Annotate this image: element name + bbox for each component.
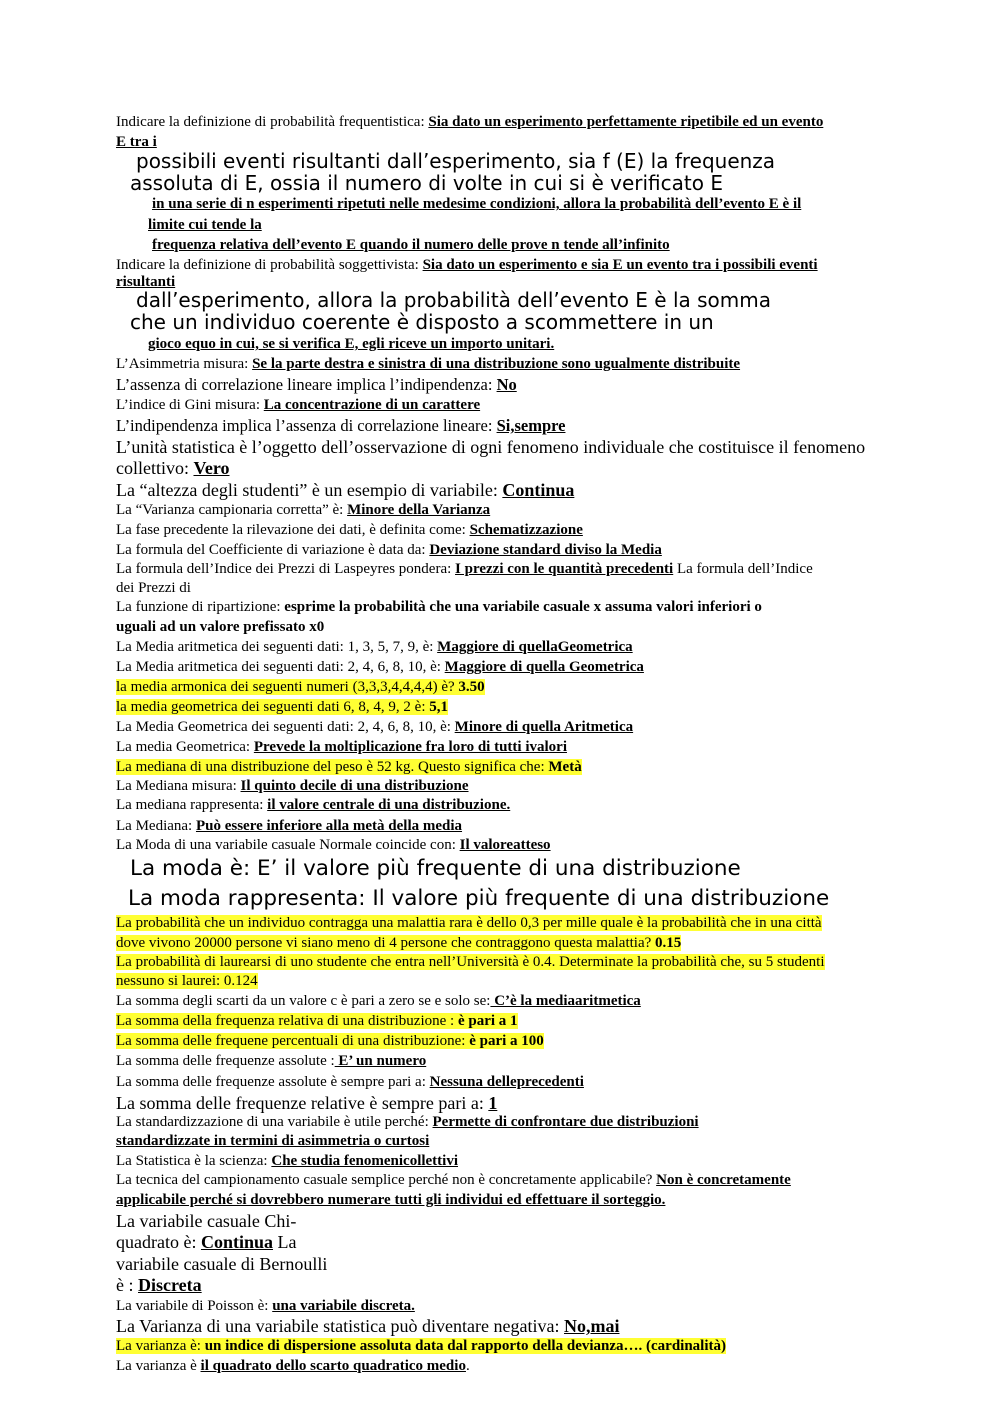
text-line: che un individuo coerente è disposto a scommettere in un xyxy=(130,310,714,334)
text-line: La Media aritmetica dei seguenti dati: 1, 3, 5, 7, 9, è: Maggiore di quellaGeometrica xyxy=(116,639,633,655)
text-line: La varianza è il quadrato dello scarto quadratico medio. xyxy=(116,1358,470,1374)
text-line: variabile casuale di Bernoulli xyxy=(116,1254,328,1274)
text-line: assoluta di E, ossia il numero di volte in cui si è verificato E xyxy=(130,171,723,195)
text-line: La variabile di Poisson è: una variabile discreta. xyxy=(116,1298,415,1314)
text-line: La “Varianza campionaria corretta” è: Minore della Varianza xyxy=(116,502,491,518)
text-line: La somma delle frequenze relative è sempre pari a: 1 xyxy=(116,1093,498,1113)
text-line: L’assenza di correlazione lineare implica l’indipendenza: No xyxy=(116,375,517,394)
text-line: frequenza relativa dell’evento E quando il numero delle prove n tende all’infinito xyxy=(152,237,670,253)
text-line: dall’esperimento, allora la probabilità dell’evento E è la somma xyxy=(136,288,772,312)
text-line: La mediana di una distribuzione del peso è 52 kg. Questo significa che: Metà xyxy=(116,759,582,775)
text-line: La Media Geometrica dei seguenti dati: 2, 4, 6, 8, 10, è: Minore di quella Aritmetica xyxy=(116,719,634,735)
text-line: è : Discreta xyxy=(116,1275,202,1295)
text-line: La somma delle frequene percentuali di una distribuzione: è pari a 100 xyxy=(116,1033,544,1049)
text-line: La somma della frequenza relativa di una distribuzione : è pari a 1 xyxy=(116,1013,518,1029)
text-line: Indicare la definizione di probabilità frequentistica: Sia dato un esperimento perfettamente ripetibile ed un evento xyxy=(116,114,824,130)
text-line: quadrato è: Continua La xyxy=(116,1232,297,1252)
text-line: La variabile casuale Chi- xyxy=(116,1211,297,1231)
text-line: nessuno si laurei: 0.124 xyxy=(116,973,258,989)
text-line: La probabilità che un individuo contragga una malattia rara è dello 0,3 per mille quale è la probabilità che in una città xyxy=(116,915,822,931)
text-line: La fase precedente la rilevazione dei dati, è definita come: Schematizzazione xyxy=(116,522,583,538)
text-line: E tra i xyxy=(116,134,157,150)
text-line: La somma degli scarti da un valore c è pari a zero se e solo se: C’è la mediaaritmetica xyxy=(116,993,641,1009)
text-line: uguali ad un valore prefissato x0 xyxy=(116,619,325,635)
text-line: La Mediana misura: Il quinto decile di una distribuzione xyxy=(116,778,469,794)
text-line: Indicare la definizione di probabilità soggettivista: Sia dato un esperimento e sia E un evento tra i possibili eventi xyxy=(116,257,818,273)
text-line: La Media aritmetica dei seguenti dati: 2, 4, 6, 8, 10, è: Maggiore di quella Geometrica xyxy=(116,659,644,675)
text-line: limite cui tende la xyxy=(148,217,262,233)
text-line: dove vivono 20000 persone vi siano meno di 4 persone che contraggono questa malattia? 0.15 xyxy=(116,935,682,951)
text-line: risultanti xyxy=(116,274,176,290)
text-line: La standardizzazione di una variabile è utile perché: Permette di confrontare due distribuzioni xyxy=(116,1114,699,1130)
text-line: la media geometrica dei seguenti dati 6, 8, 4, 9, 2 è: 5,1 xyxy=(116,699,448,715)
text-line: La Statistica è la scienza: Che studia fenomenicollettivi xyxy=(116,1153,459,1169)
text-line: L’indipendenza implica l’assenza di correlazione lineare: Si,sempre xyxy=(116,416,566,435)
text-line: La funzione di ripartizione: esprime la probabilità che una variabile casuale x assuma valori inferiori o xyxy=(116,599,762,615)
text-line: La moda è: E’ il valore più frequente di una distribuzione xyxy=(130,856,741,881)
text-line: La somma delle frequenze assolute : E’ un numero xyxy=(116,1053,427,1069)
text-line: dei Prezzi di xyxy=(116,580,191,596)
text-line: La moda rappresenta: Il valore più frequente di una distribuzione xyxy=(128,886,830,911)
text-line: La mediana rappresenta: il valore centrale di una distribuzione. xyxy=(116,797,511,813)
text-line: La Varianza di una variabile statistica può diventare negativa: No,mai xyxy=(116,1316,620,1336)
text-line: applicabile perché si dovrebbero numerare tutti gli individui ed effettuare il sorteggio. xyxy=(116,1192,666,1208)
text-line: La probabilità di laurearsi di uno studente che entra nell’Università è 0.4. Determinate la probabilità che, su 5 studenti xyxy=(116,954,825,970)
text-line: collettivo: Vero xyxy=(116,458,230,478)
text-line: L’unità statistica è l’oggetto dell’osservazione di ogni fenomeno individuale che costituisce il fenomeno xyxy=(116,437,866,457)
text-line: La media Geometrica: Prevede la moltiplicazione fra loro di tutti ivalori xyxy=(116,739,567,755)
text-line: gioco equo in cui, se si verifica E, egli riceve un importo unitari. xyxy=(148,336,555,352)
text-line: la media armonica dei seguenti numeri (3,3,3,4,4,4,4) è? 3.50 xyxy=(116,679,485,695)
text-line: La tecnica del campionamento casuale semplice perché non è concretamente applicabile? Non è concretamente xyxy=(116,1172,791,1188)
text-line: La “altezza degli studenti” è un esempio di variabile: Continua xyxy=(116,480,575,500)
text-line: standardizzate in termini di asimmetria o curtosi xyxy=(116,1133,430,1149)
text-line: La Moda di una variabile casuale Normale coincide con: Il valoreatteso xyxy=(116,837,551,853)
text-line: L’Asimmetria misura: Se la parte destra e sinistra di una distribuzione sono ugualmente distribuite xyxy=(116,356,741,372)
text-line: La formula del Coefficiente di variazione è data da: Deviazione standard diviso la Media xyxy=(116,542,662,558)
text-line: possibili eventi risultanti dall’esperimento, sia f (E) la frequenza xyxy=(136,149,776,173)
text-line: La somma delle frequenze assolute è sempre pari a: Nessuna delleprecedenti xyxy=(116,1074,584,1090)
text-line: in una serie di n esperimenti ripetuti nelle medesime condizioni, allora la probabilità dell’evento E è il xyxy=(152,196,802,212)
text-line: L’indice di Gini misura: La concentrazione di un carattere xyxy=(116,397,481,413)
text-line: La Mediana: Può essere inferiore alla metà della media xyxy=(116,818,463,834)
text-line: La formula dell’Indice dei Prezzi di Laspeyres pondera: I prezzi con le quantità precedenti La formula dell’Indice xyxy=(116,561,813,577)
text-line: La varianza è: un indice di dispersione assoluta data dal rapporto della devianza…. (cardinalità) xyxy=(116,1338,727,1354)
